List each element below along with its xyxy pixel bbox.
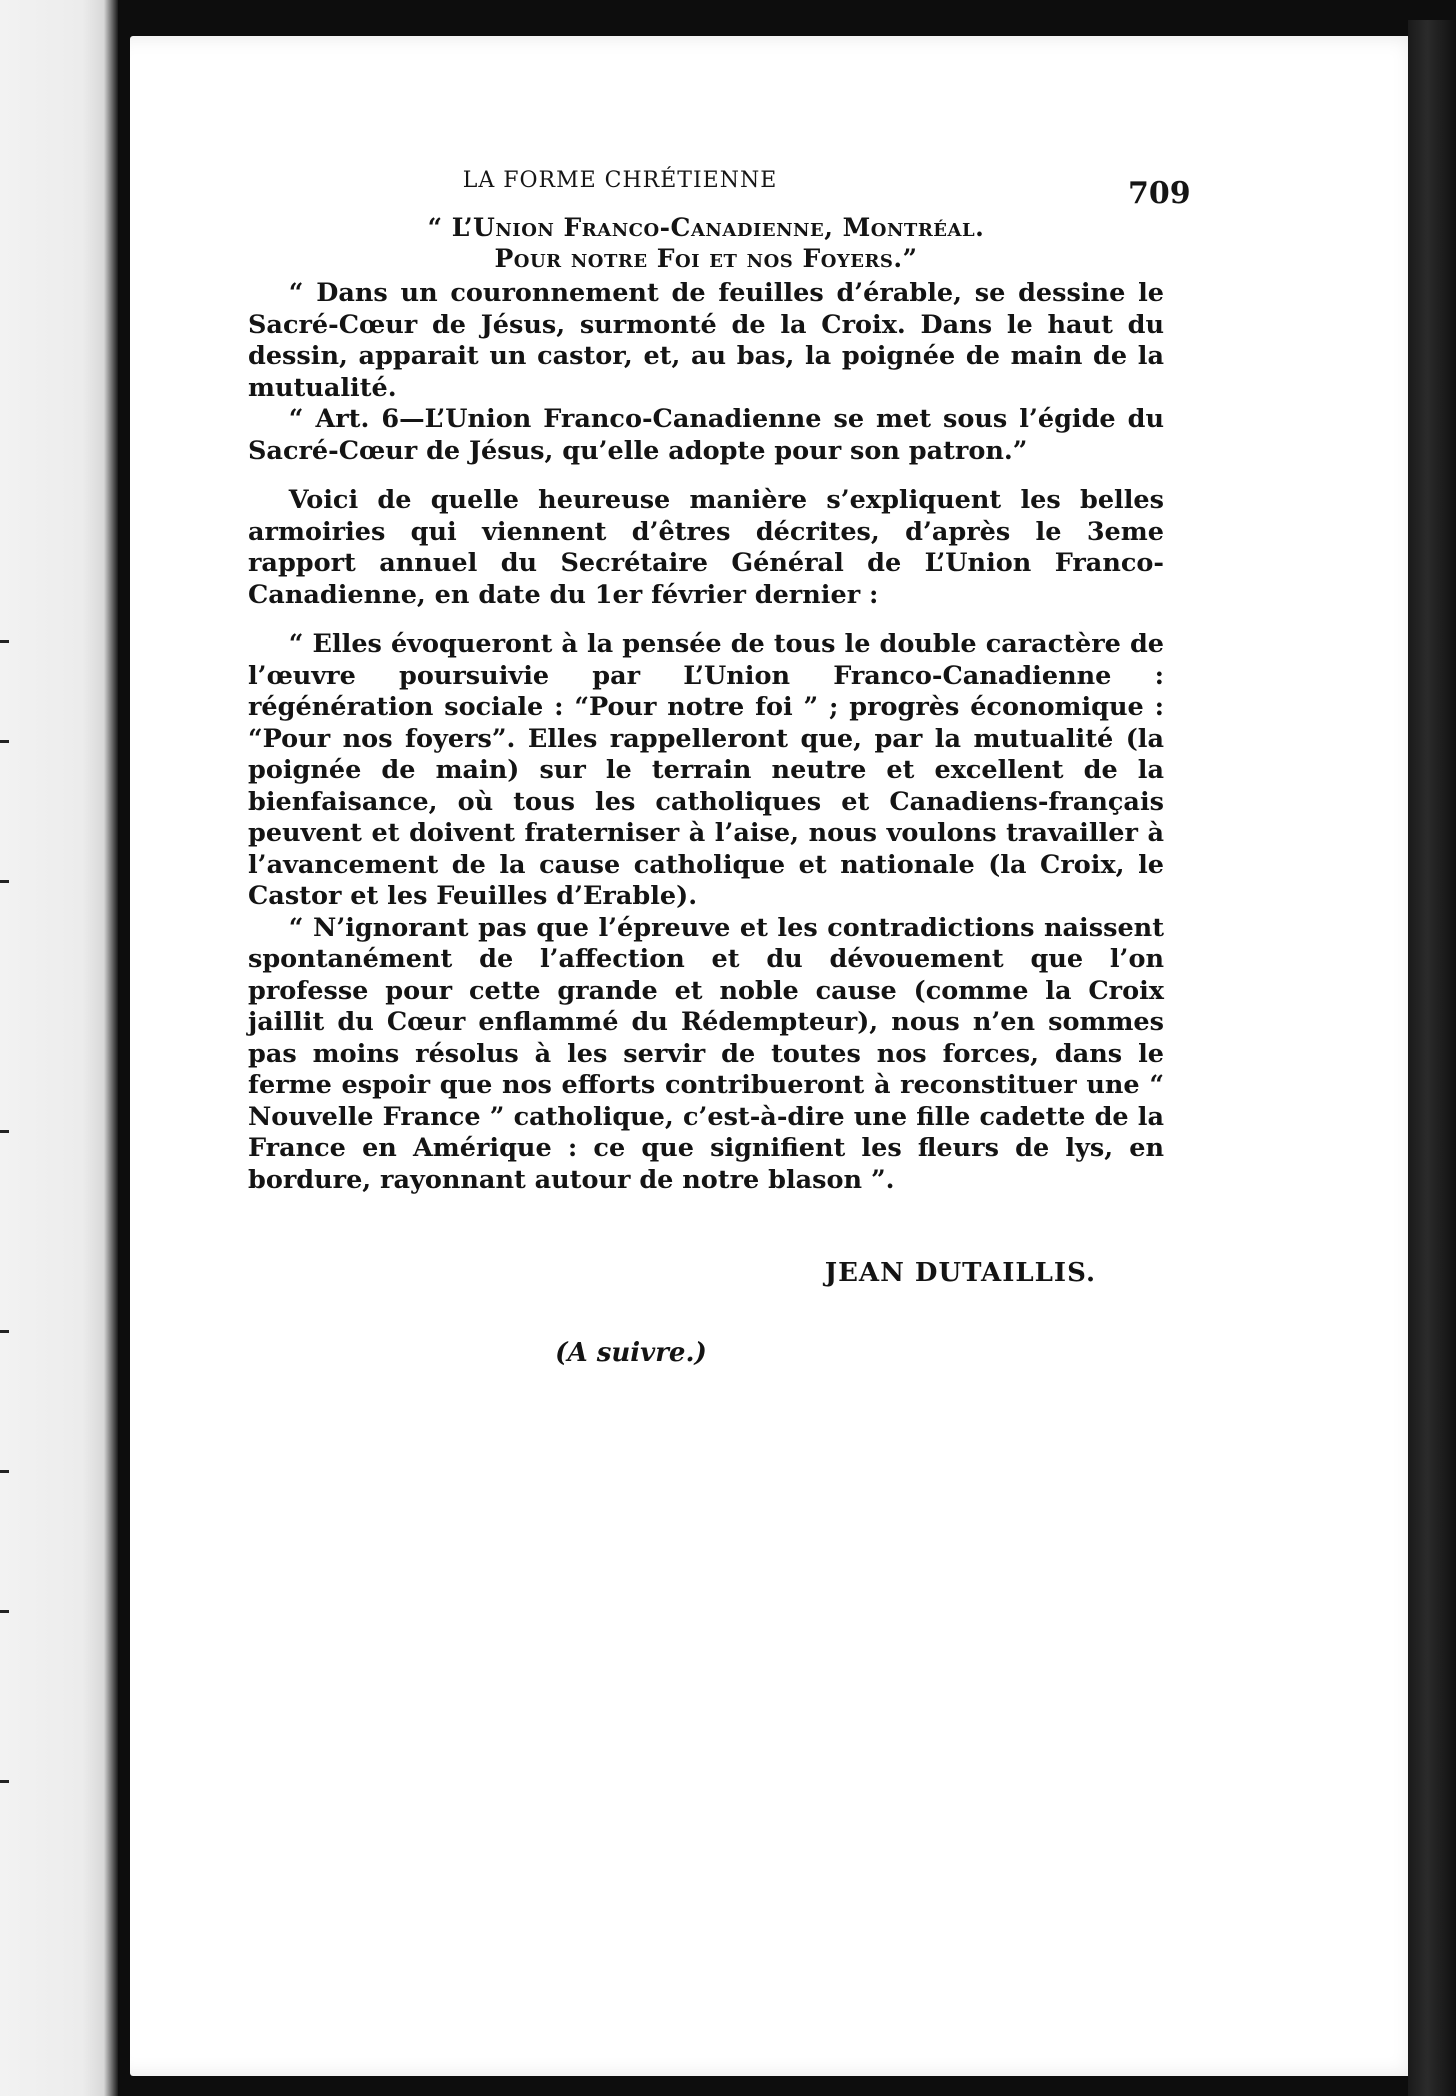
author-signature: JEAN DUTAILLIS. (824, 1258, 1096, 1288)
quote-heading-line-1: “ L’Union Franco-Canadienne, Montréal. (427, 213, 985, 242)
paragraph-article-6: “ Art. 6—L’Union Franco-Canadienne se met sous l’égide du Sacré-Cœur de Jésus, qu’elle adopte pour son patron.” (248, 404, 1164, 466)
margin-mark (0, 740, 9, 743)
page-edge-shadow (1408, 20, 1456, 2096)
margin-mark (0, 1780, 9, 1783)
margin-mark (0, 640, 9, 643)
paragraph-quote-2: “ N’ignorant pas que l’épreuve et les contradictions naissent spontanément de l’affection et du dévouement que l’on professe pour cette grande et noble cause (comme la Croix jaillit du Cœur enflammé du Rédempteur), nous n’en sommes pas moins résolus à les servir de toutes nos forces, dans le ferme espoir que nos efforts contribueront à reconstituer une “ Nouvelle France ” catholique, c’est-à-dire une fille cadette de la France en Amérique : ce que signifient les fleurs de lys, en bordure, rayonnant autour de notre blason ”. (248, 912, 1164, 1195)
margin-mark (0, 1610, 9, 1613)
paragraph-explanation: Voici de quelle heureuse manière s’expliquent les belles armoiries qui viennent d’êtres décrites, d’après le 3eme rapport annuel du Secrétaire Général de L’Union Franco-Canadienne, en date du 1er février dernier : (248, 485, 1164, 610)
quote-heading-line-2: Pour notre Foi et nos Foyers.” (494, 244, 918, 273)
running-head: LA FORME CHRÉTIENNE (462, 168, 778, 193)
margin-mark (0, 1470, 9, 1473)
margin-mark (0, 880, 9, 883)
body-text (248, 212, 1164, 1369)
continuation-note: (A suivre.) (555, 1337, 707, 1368)
page-number: 709 (1128, 176, 1191, 211)
adjacent-page-strip (0, 0, 118, 2096)
paragraph-description: “ Dans un couronnement de feuilles d’érable, se dessine le Sacré-Cœur de Jésus, surmonté de la Croix. Dans le haut du dessin, apparait un castor, et, au bas, la poignée de main de la mutualité. (248, 278, 1164, 403)
margin-mark (0, 1330, 9, 1333)
margin-mark (0, 1130, 9, 1133)
paragraph-quote-1: “ Elles évoqueront à la pensée de tous le double caractère de l’œuvre poursuivie par L’Union Franco-Canadienne : régénération sociale : “Pour notre foi ” ; progrès économique : “Pour nos foyers”. Elles rappelleront que, par la mutualité (la poignée de main) sur le terrain neutre et excellent de la bienfaisance, où tous les catholiques et Canadiens-français peuvent et doivent fraterniser à l’aise, nous voulons travailler à l’avancement de la cause catholique et nationale (la Croix, le Castor et les Feuilles d’Erable). (248, 629, 1164, 911)
